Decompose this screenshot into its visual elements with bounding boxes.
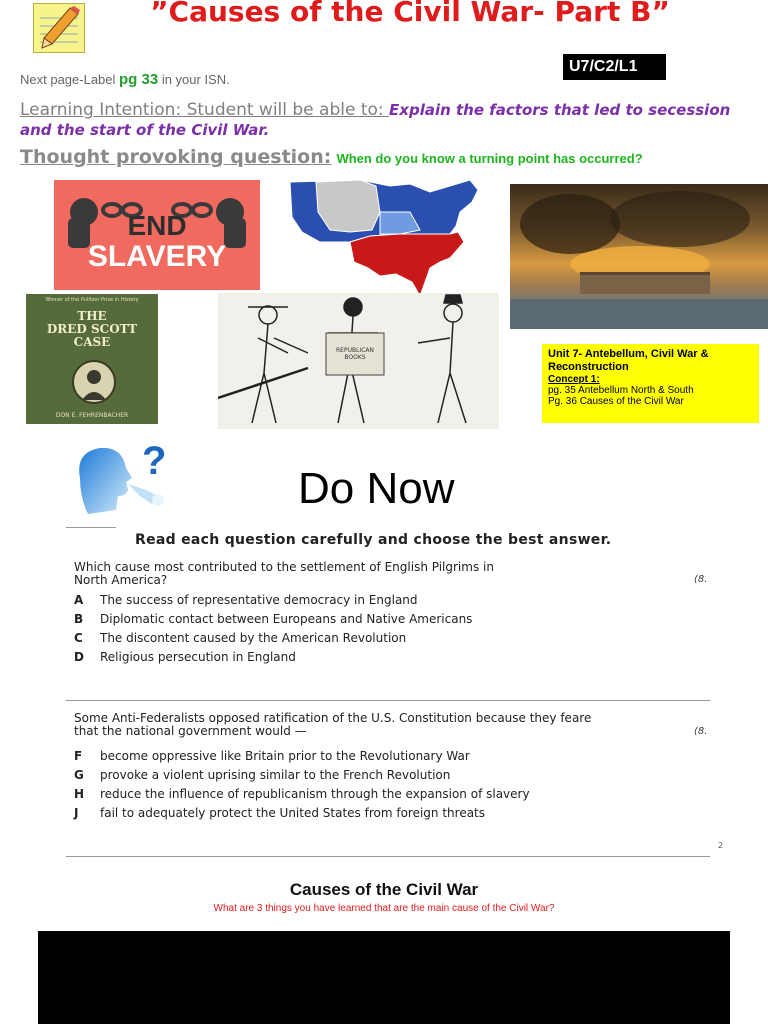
lesson-code-badge: U7/C2/L1	[563, 54, 666, 80]
do-now-heading: Do Now	[298, 464, 455, 513]
question-2-option[interactable]	[74, 768, 450, 782]
dred-scott-line2: DRED SCOTT	[46, 322, 138, 336]
option-letter: J	[74, 806, 79, 820]
option-letter: A	[74, 593, 84, 607]
end-slavery-line2: SLAVERY	[87, 240, 227, 273]
option-letter: D	[74, 650, 84, 664]
thinking-head-icon	[70, 438, 170, 518]
cartoon-scroll-label: REPUBLICAN BOOKS	[336, 347, 374, 361]
thought-provoking-question	[20, 146, 760, 168]
option-text: Diplomatic contact between Europeans and Native Americans	[100, 612, 473, 626]
svg-text:?: ?	[142, 439, 167, 483]
divider	[66, 527, 116, 528]
dred-scott-portrait-icon	[72, 360, 116, 404]
next-page-instruction	[20, 71, 230, 88]
option-letter: F	[74, 749, 83, 763]
question-1-stem-line1: Which cause most contributed to the settlement of English Pilgrims in	[74, 560, 494, 574]
option-text: provoke a violent uprising similar to the French Revolution	[100, 768, 451, 782]
thought-question-label: Thought provoking question:	[20, 146, 332, 168]
option-text: reduce the influence of republicanism through the expansion of slavery	[100, 787, 530, 801]
dred-scott-book-top: Winner of the Pulitzer Prize in History	[45, 297, 139, 303]
causes-heading: Causes of the Civil War	[289, 880, 479, 899]
option-letter: C	[74, 631, 83, 645]
next-page-suffix: in your ISN.	[158, 72, 230, 87]
learning-intention-text: Explain the factors that led to secession and the start of the Civil War.	[20, 101, 731, 139]
question-2-stem-line1: Some Anti-Federalists opposed ratification of the U.S. Constitution because they feare	[74, 712, 592, 725]
dred-scott-book-image	[26, 294, 158, 424]
option-letter: B	[74, 612, 84, 626]
divider	[66, 700, 710, 701]
option-text: become oppressive like Britain prior to the Revolutionary War	[100, 749, 470, 763]
question-1-ref: (8.	[694, 574, 708, 585]
dred-scott-book-title	[26, 310, 158, 349]
question-1-option[interactable]	[74, 631, 406, 645]
option-text: The success of representative democracy in England	[100, 593, 418, 607]
question-2-option[interactable]	[74, 787, 530, 801]
unit-concept-box	[542, 344, 759, 423]
thought-question-text: When do you know a turning point has occurred?	[336, 151, 643, 166]
question-2-stem	[74, 712, 710, 738]
question-2-stem-line2: that the national government would —	[74, 724, 307, 738]
next-page-prefix: Next page-Label	[20, 72, 120, 87]
dred-scott-line1: THE	[77, 309, 107, 323]
pencil-notepad-icon	[33, 3, 85, 53]
question-2-ref: (8.	[694, 726, 708, 737]
question-1-stem-line2: North America?	[74, 573, 168, 587]
option-letter: G	[74, 768, 84, 782]
learning-intention-label: Learning Intention: Student will be able to:	[20, 100, 390, 120]
concept-label: Concept 1:	[548, 374, 600, 385]
next-page-number: pg 33	[119, 71, 159, 88]
fort-sumter-image	[510, 184, 768, 329]
option-letter: H	[74, 787, 85, 801]
question-2-option[interactable]	[74, 806, 485, 820]
concept-line1: pg. 35 Antebellum North & South	[548, 385, 694, 396]
us-secession-map	[280, 172, 485, 297]
question-1-option[interactable]	[74, 593, 418, 607]
end-slavery-line1: END	[127, 210, 187, 241]
dred-scott-author: DON E. FEHRENBACHER	[55, 412, 129, 419]
option-text: The discontent caused by the American Revolution	[100, 631, 407, 645]
worksheet-page-number: 2	[718, 841, 724, 850]
option-text: fail to adequately protect the United States from foreign threats	[100, 806, 486, 820]
learning-intention	[20, 100, 740, 140]
option-text: Religious persecution in England	[100, 650, 296, 664]
end-slavery-image	[54, 180, 260, 290]
causes-prompt: What are 3 things you have learned that are the main cause of the Civil War?	[213, 903, 555, 914]
divider	[66, 856, 710, 857]
political-cartoon-image	[218, 293, 499, 429]
video-embed-area[interactable]	[38, 931, 730, 1024]
dred-scott-line3: CASE	[73, 335, 111, 349]
unit-heading: Unit 7- Antebellum, Civil War & Reconstruction	[548, 348, 709, 373]
question-1-option[interactable]	[74, 612, 472, 626]
page-title: ”Causes of the Civil War- Part B”	[150, 0, 670, 28]
question-1-stem	[74, 561, 714, 587]
question-2-option[interactable]	[74, 749, 470, 763]
do-now-instruction: Read each question carefully and choose the best answer.	[135, 532, 612, 548]
question-1-option[interactable]	[74, 650, 296, 664]
concept-line2: Pg. 36 Causes of the Civil War	[548, 396, 684, 407]
